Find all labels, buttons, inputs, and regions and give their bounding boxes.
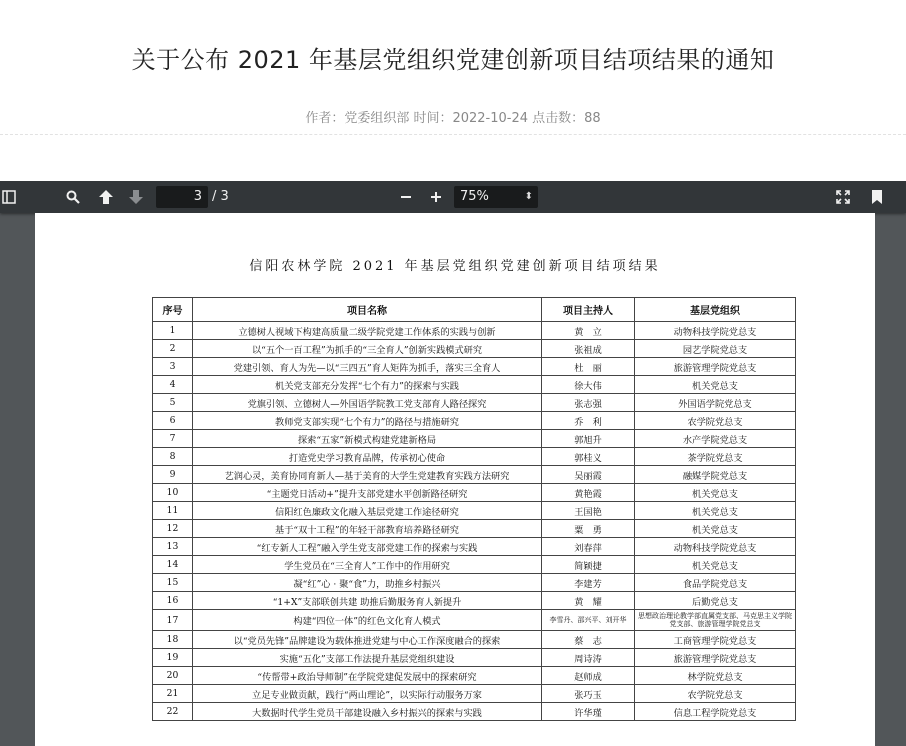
table-row [153, 574, 796, 592]
project-name: 艺润心灵，美育协同育新人—基于美育的大学生党建教育实践方法研究 [193, 466, 542, 484]
row-number: 20 [153, 667, 193, 685]
party-organization: 机关党总支 [635, 376, 796, 394]
row-number: 6 [153, 412, 193, 430]
project-leader: 郭旭升 [542, 430, 635, 448]
row-number: 2 [153, 340, 193, 358]
zoom-out-icon[interactable] [396, 181, 416, 213]
table-row [153, 340, 796, 358]
table-row [153, 556, 796, 574]
project-name: 实施“五化”支部工作法提升基层党组织建设 [193, 649, 542, 667]
table-header-row [153, 298, 796, 322]
table-row [153, 412, 796, 430]
project-leader: 粟 勇 [542, 520, 635, 538]
project-leader: 黄 立 [542, 322, 635, 340]
party-organization: 园艺学院党总支 [635, 340, 796, 358]
table-row [153, 592, 796, 610]
column-header: 序号 [153, 298, 193, 322]
row-number: 21 [153, 685, 193, 703]
sidebar-toggle-icon[interactable] [0, 181, 18, 213]
project-name: 探索“五家”新模式构建党建新格局 [193, 430, 542, 448]
row-number: 8 [153, 448, 193, 466]
table-row [153, 649, 796, 667]
row-number: 22 [153, 703, 193, 721]
party-organization: 机关党总支 [635, 484, 796, 502]
party-organization: 林学院党总支 [635, 667, 796, 685]
column-header: 项目主持人 [542, 298, 635, 322]
zoom-select[interactable] [454, 186, 538, 208]
party-organization: 茶学院党总支 [635, 448, 796, 466]
project-name: 党旗引领、立德树人—外国语学院教工党支部育人路径探究 [193, 394, 542, 412]
party-organization: 融媒学院党总支 [635, 466, 796, 484]
document-title: 信阳农林学院 2021 年基层党组织党建创新项目结项结果 [249, 259, 661, 274]
project-leader: 张志强 [542, 394, 635, 412]
pdf-toolbar [0, 181, 906, 213]
party-organization: 机关党总支 [635, 520, 796, 538]
table-row [153, 322, 796, 340]
row-number: 9 [153, 466, 193, 484]
project-name: 以“五个一百工程”为抓手的“三全育人”创新实践模式研究 [193, 340, 542, 358]
party-organization: 农学院党总支 [635, 412, 796, 430]
project-name: 凝“红”心 · 聚“食”力，助推乡村振兴 [193, 574, 542, 592]
zoom-in-icon[interactable] [426, 181, 446, 213]
table-row [153, 430, 796, 448]
row-number: 1 [153, 322, 193, 340]
project-name: 基于“双十工程”的年轻干部教育培养路径研究 [193, 520, 542, 538]
column-header: 项目名称 [193, 298, 542, 322]
table-row [153, 703, 796, 721]
project-name: 信阳红色廉政文化融入基层党建工作途径研究 [193, 502, 542, 520]
party-organization: 食品学院党总支 [635, 574, 796, 592]
table-row [153, 520, 796, 538]
table-row [153, 538, 796, 556]
project-leader: 徐大伟 [542, 376, 635, 394]
table-row [153, 631, 796, 649]
project-leader: 李建芳 [542, 574, 635, 592]
search-icon[interactable] [62, 181, 84, 213]
pdf-page [35, 213, 875, 746]
table-row [153, 667, 796, 685]
table-body [153, 322, 796, 721]
party-organization: 旅游管理学院党总支 [635, 358, 796, 376]
next-page-icon[interactable] [125, 181, 147, 213]
fullscreen-icon[interactable] [832, 181, 854, 213]
project-leader: 简颖捷 [542, 556, 635, 574]
row-number: 16 [153, 592, 193, 610]
row-number: 5 [153, 394, 193, 412]
project-leader: 杜 丽 [542, 358, 635, 376]
project-name: “主题党日活动+”提升支部党建水平创新路径研究 [193, 484, 542, 502]
project-leader: 张巧玉 [542, 685, 635, 703]
project-name: 教师党支部实现“七个有力”的路径与措施研究 [193, 412, 542, 430]
article-title: 关于公布 2021 年基层党组织党建创新项目结项结果的通知 [131, 46, 775, 74]
project-name: 打造党史学习教育品牌，传承初心使命 [193, 448, 542, 466]
party-organization: 动物科技学院党总支 [635, 538, 796, 556]
row-number: 18 [153, 631, 193, 649]
project-leader: 周诗涛 [542, 649, 635, 667]
page-number-input[interactable]: 3 [156, 186, 208, 208]
row-number: 12 [153, 520, 193, 538]
project-leader: 王国艳 [542, 502, 635, 520]
row-number: 19 [153, 649, 193, 667]
row-number: 4 [153, 376, 193, 394]
project-name: 构建“四位一体”的红色文化育人模式 [193, 610, 542, 631]
table-row [153, 448, 796, 466]
row-number: 7 [153, 430, 193, 448]
project-leader: 刘春萍 [542, 538, 635, 556]
chevron-updown-icon: ⬍ [524, 191, 533, 202]
table-row [153, 358, 796, 376]
project-leader: 张祖成 [542, 340, 635, 358]
project-name: “1+X”支部联创共建 助推后勤服务育人新提升 [193, 592, 542, 610]
project-leader: 吴丽霞 [542, 466, 635, 484]
project-leader: 黄 耀 [542, 592, 635, 610]
party-organization: 外国语学院党总支 [635, 394, 796, 412]
party-organization: 思想政治理论教学部直属党支部、马克思主义学院党支部、旅游管理学院党总支 [635, 610, 796, 631]
party-organization: 信息工程学院党总支 [635, 703, 796, 721]
table-row [153, 376, 796, 394]
project-leader: 赵师成 [542, 667, 635, 685]
pdf-viewer [0, 181, 906, 746]
project-leader: 郭桂义 [542, 448, 635, 466]
table-row [153, 466, 796, 484]
project-name: 大数据时代学生党员干部建设融入乡村振兴的探索与实践 [193, 703, 542, 721]
party-organization: 后勤党总支 [635, 592, 796, 610]
party-organization: 机关党总支 [635, 556, 796, 574]
project-leader: 黄艳霞 [542, 484, 635, 502]
project-name: “传帮带+政治导师制”在学院党建促发展中的探索研究 [193, 667, 542, 685]
project-leader: 蔡 志 [542, 631, 635, 649]
project-name: 机关党支部充分发挥“七个有力”的探索与实践 [193, 376, 542, 394]
row-number: 15 [153, 574, 193, 592]
party-organization: 农学院党总支 [635, 685, 796, 703]
project-name: “红专新人工程”融入学生党支部党建工作的探索与实践 [193, 538, 542, 556]
row-number: 17 [153, 610, 193, 631]
column-header: 基层党组织 [635, 298, 796, 322]
bookmark-icon[interactable] [866, 181, 888, 213]
table-row [153, 484, 796, 502]
project-name: 党建引领、育人为先—以“三四五”育人矩阵为抓手，落实三全育人 [193, 358, 542, 376]
party-organization: 机关党总支 [635, 502, 796, 520]
page-total: / 3 [212, 189, 229, 204]
project-leader: 李雪丹、邵兴平、刘开华 [542, 610, 635, 631]
table-row [153, 394, 796, 412]
project-name: 以“党员先锋”品牌建设为载体推进党建与中心工作深度融合的探索 [193, 631, 542, 649]
project-leader: 乔 利 [542, 412, 635, 430]
previous-page-icon[interactable] [95, 181, 117, 213]
project-table [152, 297, 796, 721]
divider [0, 134, 906, 135]
row-number: 10 [153, 484, 193, 502]
party-organization: 水产学院党总支 [635, 430, 796, 448]
table-row [153, 502, 796, 520]
row-number: 13 [153, 538, 193, 556]
party-organization: 动物科技学院党总支 [635, 322, 796, 340]
project-name: 学生党员在“三全育人”工作中的作用研究 [193, 556, 542, 574]
party-organization: 旅游管理学院党总支 [635, 649, 796, 667]
table-row [153, 685, 796, 703]
zoom-value: 75% [460, 189, 489, 204]
row-number: 3 [153, 358, 193, 376]
project-name: 立足专业做贡献，践行“两山理论”，以实际行动服务万家 [193, 685, 542, 703]
party-organization: 工商管理学院党总支 [635, 631, 796, 649]
table-row [153, 610, 796, 631]
article-meta: 作者：党委组织部 时间：2022-10-24 点击数：88 [305, 111, 601, 126]
project-name: 立德树人视域下构建高质量二级学院党建工作体系的实践与创新 [193, 322, 542, 340]
project-leader: 许华瑾 [542, 703, 635, 721]
row-number: 14 [153, 556, 193, 574]
row-number: 11 [153, 502, 193, 520]
